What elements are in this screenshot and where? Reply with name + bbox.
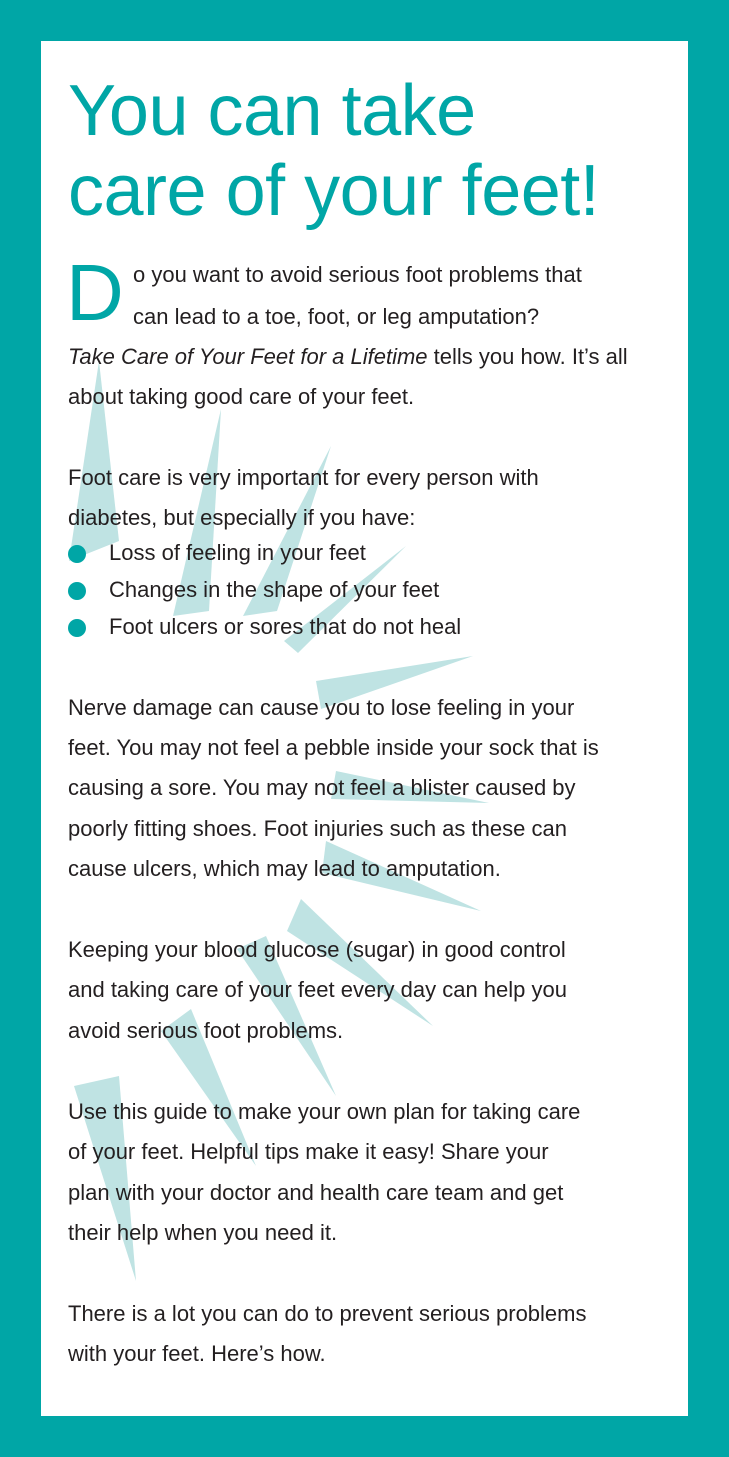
- nerve-damage-line: cause ulcers, which may lead to amputation.: [68, 856, 501, 881]
- guide-line: of your feet. Helpful tips make it easy! Share your: [68, 1139, 549, 1164]
- intro-line-3-rest: tells you how. It’s all: [427, 344, 628, 369]
- foot-care-line-2: diabetes, but especially if you have:: [68, 505, 416, 530]
- bullet-text: Loss of feeling in your feet: [109, 540, 366, 565]
- guide-line: Use this guide to make your own plan for taking care: [68, 1099, 581, 1124]
- title-line-2: care of your feet!: [68, 151, 600, 231]
- bullet-dot-icon: [68, 582, 86, 600]
- foot-care-line-1: Foot care is very important for every person with: [68, 465, 539, 490]
- nerve-damage-line: causing a sore. You may not feel a blister caused by: [68, 775, 576, 800]
- guide-line: their help when you need it.: [68, 1220, 338, 1245]
- nerve-damage-line: poorly fitting shoes. Foot injuries such as these can: [68, 816, 567, 841]
- bullet-dot-icon: [68, 545, 86, 563]
- closing-line: There is a lot you can do to prevent serious problems: [68, 1301, 587, 1326]
- bullet-dot-icon: [68, 619, 86, 637]
- drop-cap: D: [66, 248, 124, 337]
- intro-line-2: can lead to a toe, foot, or leg amputation?: [133, 304, 540, 329]
- glucose-line: Keeping your blood glucose (sugar) in good control: [68, 937, 566, 962]
- page-title: [68, 71, 668, 231]
- flyer-page: [41, 41, 688, 1416]
- guide-line: plan with your doctor and health care team and get: [68, 1180, 564, 1205]
- intro-line-1: o you want to avoid serious foot problems that: [133, 262, 582, 287]
- bullet-text: Changes in the shape of your feet: [109, 577, 440, 602]
- glucose-line: and taking care of your feet every day can help you: [68, 977, 567, 1002]
- glucose-line: avoid serious foot problems.: [68, 1018, 344, 1043]
- nerve-damage-line: Nerve damage can cause you to lose feeling in your: [68, 695, 575, 720]
- intro-line-3: [68, 343, 628, 371]
- guide-title-italic: Take Care of Your Feet for a Lifetime: [68, 344, 428, 369]
- closing-line: with your feet. Here’s how.: [68, 1341, 326, 1366]
- decorative-rays: [41, 41, 688, 1416]
- nerve-damage-line: feet. You may not feel a pebble inside your sock that is: [68, 735, 599, 760]
- intro-line-4: about taking good care of your feet.: [68, 384, 415, 409]
- title-line-1: You can take: [68, 71, 476, 151]
- bullet-text: Foot ulcers or sores that do not heal: [109, 614, 462, 639]
